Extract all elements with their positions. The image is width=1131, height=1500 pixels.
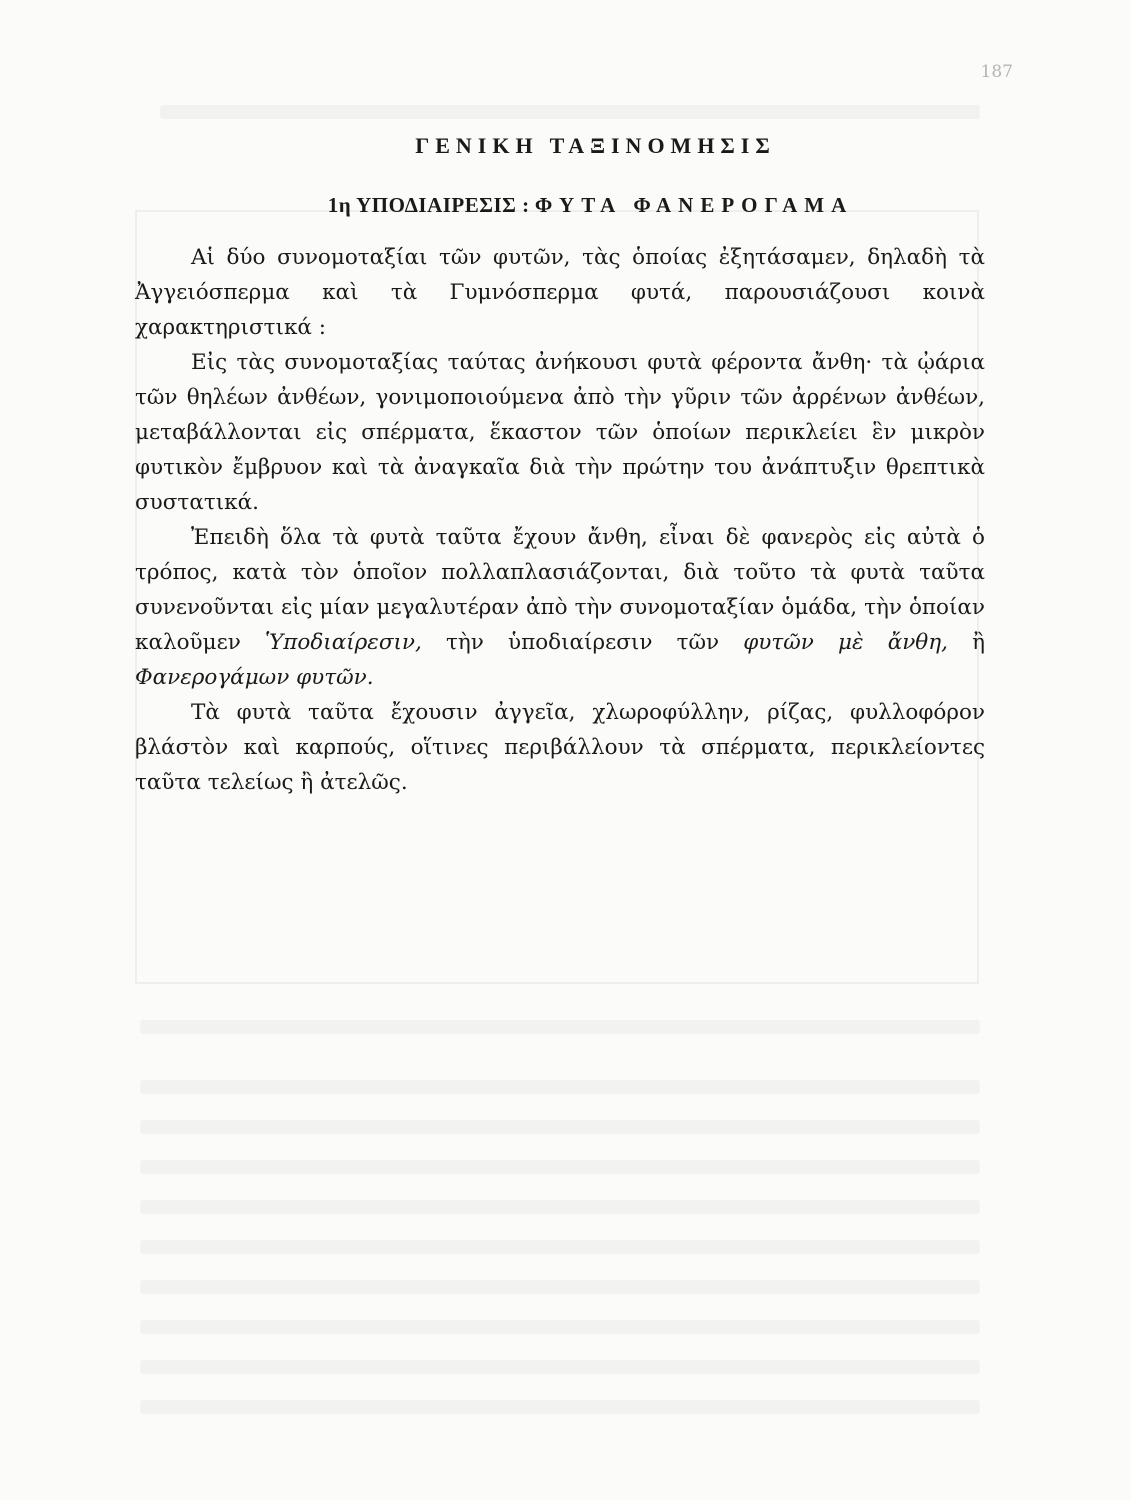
paragraph-2: Εἰς τὰς συνομοταξίας ταύτας ἀνήκουσι φυτὰ φέροντα ἄνθη· τὰ ᾠάρια τῶν θηλέων ἀνθέων, γονιμοποιούμενα ἀπὸ τὴν γῦριν τῶν ἀρρένων ἀνθέων, μεταβάλλονται εἰς σπέρματα, ἕκαστον τῶν ὁποίων περικλείει ἓν μικρὸν φυτικὸν ἔμβρυον καὶ τὰ ἀναγκαῖα διὰ τὴν πρώτην του ἀνάπτυξιν θρεπτικὰ συστατικά.: [135, 350, 985, 515]
page-number: 187: [980, 62, 1013, 82]
paragraph-3: [135, 520, 985, 695]
paragraph-3-text-a: Ἐπειδὴ ὅλα τὰ φυτὰ ταῦτα ἔχουν ἄνθη, εἶναι δὲ φανερὸς εἰς αὐτὰ ὁ τρόπος, κατὰ τὸν ὁποῖον πολλαπλασιάζονται, διὰ τοῦτο τὰ φυτὰ ταῦτα συνενοῦνται εἰς μίαν μεγαλυτέραν ἀπὸ τὴν συνομοταξίαν ὁμάδα, τὴν ὁποίαν καλοῦμεν: [135, 525, 985, 655]
subdivision-label: 1η ΥΠΟΔΙΑΙΡΕΣΙΣ :: [327, 193, 530, 217]
subdivision-title: ΦΥΤΑ ΦΑΝΕΡΟΓΑΜΑ: [534, 193, 854, 217]
section-subheading: [0, 193, 1131, 218]
page-title: ΓΕΝΙΚΗ ΤΑΞΙΝΟΜΗΣΙΣ: [415, 133, 776, 158]
paragraph-3-text-b: τὴν ὑποδιαίρεσιν τῶν: [446, 630, 720, 655]
paragraph-4: Τὰ φυτὰ ταῦτα ἔχουσιν ἀγγεῖα, χλωροφύλλην, ρίζας, φυλλοφόρον βλάστὸν καὶ καρπούς, οἵτινες περιβάλλουν τὰ σπέρματα, περικλείοντες ταῦτα τελείως ἢ ἀτελῶς.: [135, 700, 985, 795]
term-phanerogams: Φανερογάμων φυτῶν.: [135, 665, 374, 690]
term-flowering-plants: φυτῶν μὲ ἄνθη,: [743, 630, 948, 655]
paragraph-3-text-c: ἢ: [972, 630, 986, 655]
paragraph-1: Αἱ δύο συνομοταξίαι τῶν φυτῶν, τὰς ὁποίας ἐξητάσαμεν, δηλαδὴ τὰ Ἀγγειόσπερμα καὶ τὰ Γυμνόσπερμα φυτά, παρουσιάζουσι κοινὰ χαρακτηριστικά :: [135, 245, 985, 340]
term-subdivision: Ὑποδιαίρεσιν,: [264, 630, 422, 655]
body-text: [135, 240, 985, 800]
